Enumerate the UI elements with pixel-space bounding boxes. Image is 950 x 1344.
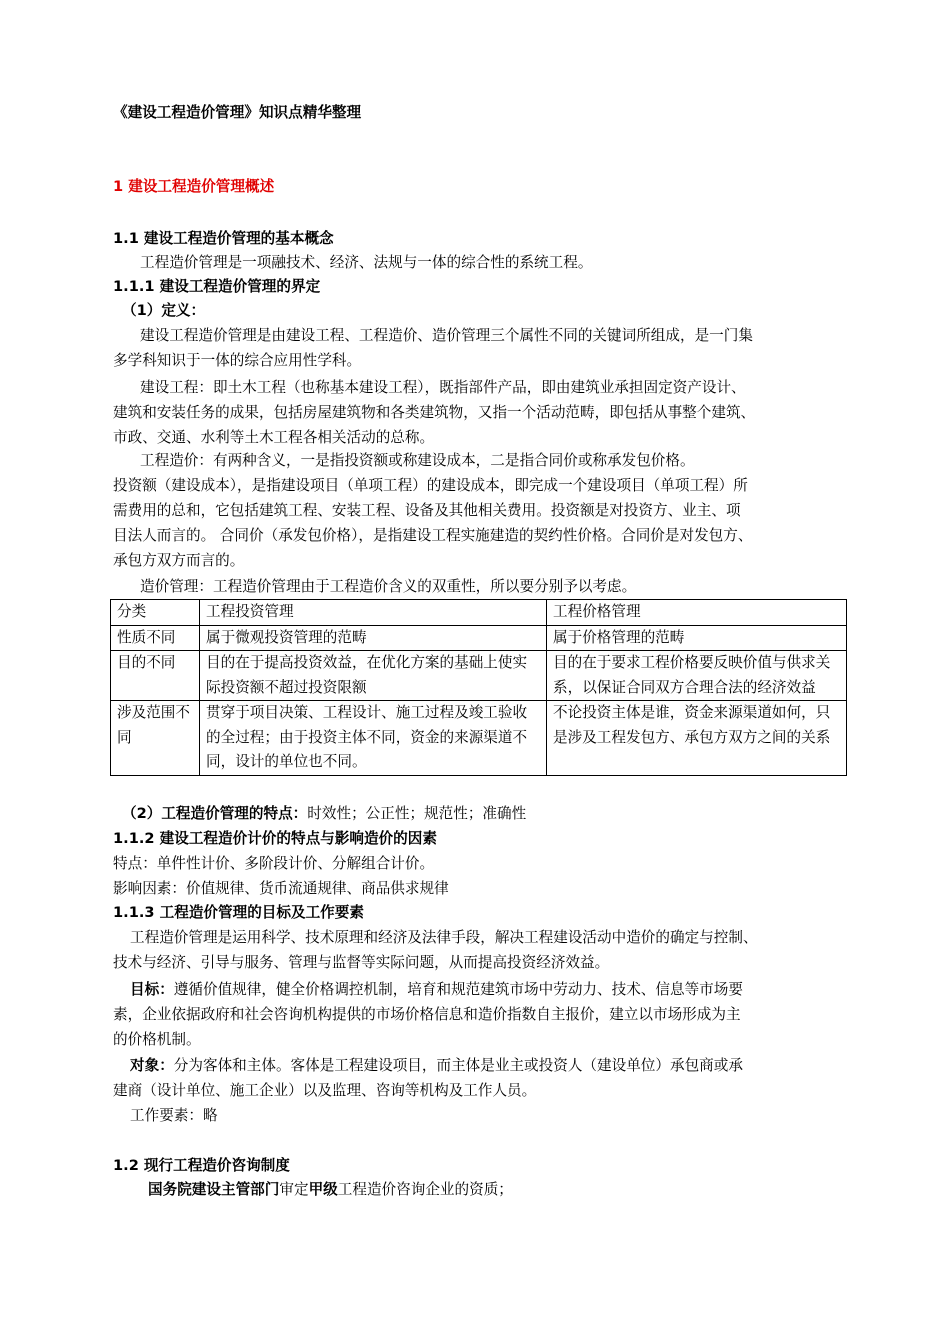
approve-text: 审定 bbox=[279, 1181, 309, 1198]
paragraph-line: 造价管理：工程造价管理由于工程造价含义的双重性，所以要分别予以考虑。 bbox=[140, 578, 637, 595]
section-heading-1-1-1: 1.1.1 建设工程造价管理的界定 bbox=[113, 278, 321, 295]
object-line bbox=[130, 1054, 865, 1079]
features-label: （2）工程造价管理的特点： bbox=[122, 805, 308, 822]
paragraph-line: 建商（设计单位、施工企业）以及监理、咨询等机构及工作人员。 bbox=[113, 1082, 537, 1099]
table-header-cell: 工程价格管理 bbox=[547, 600, 847, 626]
table-header-cell: 分类 bbox=[111, 600, 200, 626]
section-heading-1-1-3: 1.1.3 工程造价管理的目标及工作要素 bbox=[113, 904, 364, 921]
paragraph-line: 工程造价：有两种含义，一是指投资额或称建设成本，二是指合同价或称承发包价格。 bbox=[140, 452, 695, 469]
definition-label: （1）定义： bbox=[122, 302, 206, 319]
paragraph-line: 的价格机制。 bbox=[113, 1031, 201, 1048]
object-text: 分为客体和主体。客体是工程建设项目，而主体是业主或投资人（建设单位）承包商或承 bbox=[173, 1057, 743, 1074]
paragraph-line: 特点：单件性计价、多阶段计价、分解组合计价。 bbox=[113, 855, 435, 872]
qualification-text: 工程造价咨询企业的资质； bbox=[337, 1181, 513, 1198]
paragraph-line: 建设工程：即土木工程（也称基本建设工程），既指部件产品，即由建筑业承担固定资产设计、 bbox=[140, 379, 746, 396]
table-cell: 目的在于要求工程价格要反映价值与供求关系，以保证合同双方合理合法的经济效益 bbox=[547, 651, 847, 701]
paragraph-line: 素，企业依据政府和社会咨询机构提供的市场价格信息和造价指数自主报价，建立以市场形成为主 bbox=[113, 1006, 741, 1023]
paragraph-line: 市政、交通、水利等土木工程各相关活动的总称。 bbox=[113, 429, 435, 446]
object-label: 对象： bbox=[130, 1057, 174, 1074]
goal-text: 遵循价值规律，健全价格调控机制，培育和规范建筑市场中劳动力、技术、信息等市场要 bbox=[173, 981, 743, 998]
table-cell: 涉及范围不同 bbox=[111, 701, 200, 776]
authority-text: 国务院建设主管部门 bbox=[148, 1181, 280, 1198]
paragraph-line: 承包方双方而言的。 bbox=[113, 552, 245, 569]
table-header-cell: 工程投资管理 bbox=[200, 600, 547, 626]
table-header-row bbox=[111, 600, 847, 626]
paragraph-line: 多学科知识于一体的综合应用性学科。 bbox=[113, 352, 362, 369]
grade-text: 甲级 bbox=[308, 1181, 338, 1198]
table-row bbox=[111, 701, 847, 776]
section-heading-1-1: 1.1 建设工程造价管理的基本概念 bbox=[113, 230, 334, 247]
paragraph-line: 工程造价管理是运用科学、技术原理和经济及法律手段，解决工程建设活动中造价的确定与控制、 bbox=[130, 929, 758, 946]
table-row bbox=[111, 625, 847, 651]
goal-label: 目标： bbox=[130, 981, 174, 998]
table-cell: 目的不同 bbox=[111, 651, 200, 701]
table-cell: 不论投资主体是谁，资金来源渠道如何，只是涉及工程发包方、承包方双方之间的关系 bbox=[547, 701, 847, 776]
paragraph-line: 技术与经济、引导与服务、管理与监督等实际问题，从而提高投资经济效益。 bbox=[113, 954, 610, 971]
paragraph: 工程造价管理是一项融技术、经济、法规与一体的综合性的系统工程。 bbox=[140, 254, 593, 271]
goal-line bbox=[130, 978, 865, 1003]
table-cell: 目的在于提高投资效益，在优化方案的基础上使实际投资额不超过投资限额 bbox=[200, 651, 547, 701]
paragraph-line: 影响因素：价值规律、货币流通规律、商品供求规律 bbox=[113, 880, 449, 897]
section-heading-1-1-2: 1.1.2 建设工程造价计价的特点与影响造价的因素 bbox=[113, 830, 437, 847]
paragraph-line: 建设工程造价管理是由建设工程、工程造价、造价管理三个属性不同的关键词所组成，是一门集 bbox=[140, 327, 753, 344]
paragraph-line: 工作要素：略 bbox=[130, 1107, 218, 1124]
chapter-heading: 1 建设工程造价管理概述 bbox=[113, 178, 275, 195]
paragraph-line: 投资额（建设成本），是指建设项目（单项工程）的建设成本，即完成一个建设项目（单项工程）所 bbox=[113, 477, 748, 494]
paragraph-line: 建筑和安装任务的成果，包括房屋建筑物和各类建筑物，又指一个活动范畴，即包括从事整个建筑、 bbox=[113, 404, 756, 421]
comparison-table bbox=[110, 599, 847, 776]
table-cell: 属于价格管理的范畴 bbox=[547, 625, 847, 651]
qualification-line bbox=[148, 1178, 883, 1203]
table-cell: 性质不同 bbox=[111, 625, 200, 651]
features-line bbox=[122, 802, 857, 827]
paragraph-line: 目法人而言的。 合同价（承发包价格），是指建设工程实施建造的契约性价格。合同价是对发包方、 bbox=[113, 527, 753, 544]
table-row bbox=[111, 651, 847, 701]
table-cell: 属于微观投资管理的范畴 bbox=[200, 625, 547, 651]
document-title: 《建设工程造价管理》知识点精华整理 bbox=[113, 104, 362, 121]
table-cell: 贯穿于项目决策、工程设计、施工过程及竣工验收的全过程；由于投资主体不同，资金的来源渠道不同，设计的单位也不同。 bbox=[200, 701, 547, 776]
paragraph-line: 需费用的总和，它包括建筑工程、安装工程、设备及其他相关费用。投资额是对投资方、业主、项 bbox=[113, 502, 741, 519]
section-heading-1-2: 1.2 现行工程造价咨询制度 bbox=[113, 1157, 290, 1174]
features-text: 时效性；公正性；规范性；准确性 bbox=[307, 805, 527, 822]
